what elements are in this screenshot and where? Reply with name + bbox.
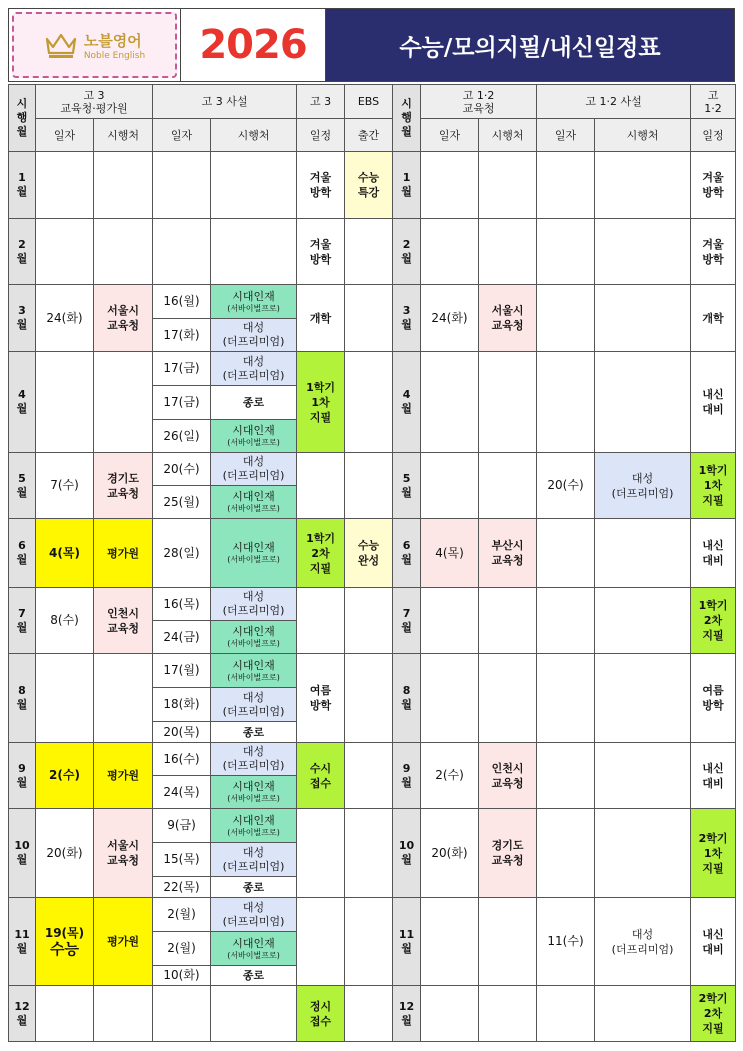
month-cell: 10 월 (393, 809, 421, 898)
g12-org-cell (479, 588, 537, 654)
org-label: 대성 (242, 745, 265, 758)
g12-plan-cell: 내신 대비 (691, 898, 736, 986)
logo-main-text: 노블영어 (83, 31, 142, 50)
g12-private-date-cell (537, 654, 595, 743)
g3-date-cell (36, 219, 94, 285)
g12-private-org-cell (595, 588, 691, 654)
g12-date-cell: 2(수) (421, 743, 479, 809)
org-label: 대성 (242, 590, 265, 603)
private-org-daesung (211, 453, 297, 486)
table-row (9, 986, 736, 1042)
org-label: 시대인재 (232, 424, 275, 437)
g12-date-cell (421, 986, 479, 1042)
g12-private-org-cell (595, 219, 691, 285)
g12-date-cell: 24(화) (421, 285, 479, 352)
month-cell: 7 월 (393, 588, 421, 654)
g12-org-cell: 인천시 교육청 (479, 743, 537, 809)
g12-plan-cell: 내신 대비 (691, 743, 736, 809)
private-org-sidae (211, 809, 297, 843)
private-date-cell: 17(금) (153, 386, 211, 420)
g3-org-cell: 서울시 교육청 (94, 285, 153, 352)
g3-date-cell: 2(수) (36, 743, 94, 809)
g12-private-date-cell (537, 588, 595, 654)
suneung-label: 수능 (50, 939, 79, 958)
private-date-cell: 26(일) (153, 420, 211, 453)
g3-plan-cell: 여름 방학 (297, 654, 345, 743)
g3-org-cell: 경기도 교육청 (94, 453, 153, 519)
g12-org-cell (479, 654, 537, 743)
g3-date-cell: 8(수) (36, 588, 94, 654)
header-plan: 일정 (297, 119, 345, 152)
g12-private-date-cell (537, 986, 595, 1042)
g3-org-cell: 평가원 (94, 898, 153, 986)
org-label: 대성 (242, 690, 265, 704)
private-org-sidae (211, 776, 297, 809)
private-date-cell: 17(화) (153, 319, 211, 352)
year-text: 2026 (199, 22, 307, 68)
org-label: 시대인재 (232, 625, 275, 638)
suneung-date: 19(목) (44, 925, 85, 940)
private-date-cell: 10(화) (153, 966, 211, 986)
logo-sub-text: Noble English (83, 50, 146, 61)
private-date-cell: 16(수) (153, 743, 211, 776)
g12-date-cell (421, 152, 479, 219)
g3-plan-cell (297, 588, 345, 654)
g12-org-cell (479, 352, 537, 453)
private-org-cell (211, 986, 297, 1042)
private-org-daesung (211, 319, 297, 352)
private-date-cell: 28(일) (153, 519, 211, 588)
month-cell: 8 월 (9, 654, 36, 743)
g12-date-cell (421, 453, 479, 519)
g12-private-org-cell (595, 519, 691, 588)
g3-date-cell (36, 152, 94, 219)
g12-private-org-cell (595, 352, 691, 453)
org-sub-label: (더프리미엄) (222, 704, 285, 718)
month-cell: 10 월 (9, 809, 36, 898)
header-pub: 출간 (345, 119, 393, 152)
month-cell: 2 월 (393, 219, 421, 285)
header-plan: 일정 (691, 119, 736, 152)
g12-private-org-cell (595, 654, 691, 743)
g12-private-date-cell (537, 219, 595, 285)
private-org-sidae (211, 621, 297, 654)
header-g3-schedule: 고 3 (297, 85, 345, 119)
private-org-jongro: 종로 (211, 386, 297, 420)
org-sub-label: (더프리미엄) (222, 368, 285, 382)
g12-org-cell (479, 453, 537, 519)
month-cell: 1 월 (9, 152, 36, 219)
g12-org-cell (479, 152, 537, 219)
month-cell: 4 월 (9, 352, 36, 453)
g12-private-org-cell (595, 152, 691, 219)
schedule-table (8, 84, 736, 1042)
g12-date-cell (421, 588, 479, 654)
header-g12-official: 고 1·2 교육청 (421, 85, 537, 119)
g12-private-date-cell: 20(수) (537, 453, 595, 519)
g12-private-org-cell: 대성 (더프리미엄) (595, 453, 691, 519)
org-sub-label: (더프리미엄) (222, 604, 285, 617)
g12-private-org-cell (595, 986, 691, 1042)
g12-date-cell (421, 219, 479, 285)
private-date-cell: 2(월) (153, 932, 211, 966)
table-row (9, 743, 736, 776)
g12-org-cell: 부산시 교육청 (479, 519, 537, 588)
private-org-daesung (211, 898, 297, 932)
g3-plan-cell: 겨울 방학 (297, 219, 345, 285)
logo-box (9, 9, 181, 81)
g12-org-cell (479, 898, 537, 986)
org-sub-label: (서바이벌프로) (227, 639, 280, 648)
org-label: 대성 (242, 900, 265, 914)
g3-org-cell: 평가원 (94, 743, 153, 809)
table-row (9, 453, 736, 486)
logo (12, 12, 177, 78)
g12-private-org-cell (595, 743, 691, 809)
org-sub-label: (서바이벌프로) (227, 504, 280, 513)
private-date-cell: 20(목) (153, 722, 211, 743)
private-date-cell: 2(월) (153, 898, 211, 932)
table-row (9, 588, 736, 621)
g12-plan-cell: 여름 방학 (691, 654, 736, 743)
private-org-sidae (211, 519, 297, 588)
g12-plan-cell: 1학기 1차 지필 (691, 453, 736, 519)
g3-date-cell: 20(화) (36, 809, 94, 898)
g12-private-date-cell (537, 809, 595, 898)
ebs-cell (345, 743, 393, 809)
private-org-sidae (211, 932, 297, 966)
private-date-cell: 24(금) (153, 621, 211, 654)
g12-date-cell (421, 898, 479, 986)
private-date-cell (153, 219, 211, 285)
ebs-cell: 수능 특강 (345, 152, 393, 219)
g12-plan-cell: 2학기 2차 지필 (691, 986, 736, 1042)
title-box (326, 9, 734, 81)
month-cell: 11 월 (393, 898, 421, 986)
g3-date-cell (36, 352, 94, 453)
g3-org-cell: 서울시 교육청 (94, 809, 153, 898)
private-org-sidae (211, 654, 297, 688)
ebs-cell: 수능 완성 (345, 519, 393, 588)
ebs-cell (345, 352, 393, 453)
org-label: 대성 (242, 455, 265, 468)
g12-plan-cell: 2학기 1차 지필 (691, 809, 736, 898)
g12-plan-cell: 내신 대비 (691, 519, 736, 588)
g3-plan-cell: 겨울 방학 (297, 152, 345, 219)
month-cell: 8 월 (393, 654, 421, 743)
header-ebs: EBS (345, 85, 393, 119)
ebs-cell (345, 219, 393, 285)
private-date-cell (153, 152, 211, 219)
org-label: 대성 (242, 845, 265, 859)
table-row (9, 898, 736, 932)
private-date-cell: 17(금) (153, 352, 211, 386)
org-label: 대성 (242, 354, 265, 368)
g3-org-cell (94, 986, 153, 1042)
g3-date-cell (36, 898, 94, 986)
header-date: 일자 (537, 119, 595, 152)
month-cell: 4 월 (393, 352, 421, 453)
month-cell: 9 월 (393, 743, 421, 809)
org-sub-label: (더프리미엄) (222, 469, 285, 482)
g3-date-cell (36, 986, 94, 1042)
org-sub-label: (더프리미엄) (222, 759, 285, 772)
g12-private-org-cell: 대성 (더프리미엄) (595, 898, 691, 986)
table-row (9, 352, 736, 386)
header-date: 일자 (153, 119, 211, 152)
g3-plan-cell: 수시 접수 (297, 743, 345, 809)
org-sub-label: (더프리미엄) (222, 914, 285, 928)
org-label: 시대인재 (232, 658, 275, 672)
private-org-daesung (211, 688, 297, 722)
private-org-daesung (211, 352, 297, 386)
page-title: 수능/모의지필/내신일정표 (399, 34, 661, 61)
header-g12-schedule: 고 1·2 (691, 85, 736, 119)
header-org: 시행처 (211, 119, 297, 152)
private-date-cell: 25(월) (153, 486, 211, 519)
org-label: 시대인재 (232, 490, 275, 503)
private-date-cell: 22(목) (153, 877, 211, 898)
private-date-cell (153, 986, 211, 1042)
month-cell: 7 월 (9, 588, 36, 654)
private-date-cell: 17(월) (153, 654, 211, 688)
table-row (9, 809, 736, 843)
crown-icon (44, 30, 78, 60)
g3-org-cell (94, 152, 153, 219)
g3-date-cell: 24(화) (36, 285, 94, 352)
org-sub-label: (서바이벌프로) (227, 438, 280, 447)
org-label: 시대인재 (232, 813, 275, 827)
g3-plan-cell (297, 453, 345, 519)
private-org-jongro: 종로 (211, 966, 297, 986)
private-date-cell: 15(목) (153, 843, 211, 877)
month-cell: 6 월 (393, 519, 421, 588)
ebs-cell (345, 285, 393, 352)
g12-date-cell (421, 352, 479, 453)
table-row (9, 152, 736, 219)
org-label: 시대인재 (232, 780, 275, 793)
year-box (181, 9, 326, 81)
month-cell: 9 월 (9, 743, 36, 809)
org-label: 시대인재 (232, 936, 275, 950)
month-cell: 1 월 (393, 152, 421, 219)
table-row (9, 285, 736, 319)
header-org: 시행처 (479, 119, 537, 152)
table-row (9, 654, 736, 688)
header-date: 일자 (36, 119, 94, 152)
g12-date-cell: 20(화) (421, 809, 479, 898)
g12-plan-cell: 겨울 방학 (691, 219, 736, 285)
page-header (8, 8, 735, 82)
g3-org-cell (94, 352, 153, 453)
g3-date-cell: 7(수) (36, 453, 94, 519)
ebs-cell (345, 809, 393, 898)
g3-plan-cell: 개학 (297, 285, 345, 352)
g3-plan-cell: 정시 접수 (297, 986, 345, 1042)
ebs-cell (345, 986, 393, 1042)
month-cell: 6 월 (9, 519, 36, 588)
g3-org-cell (94, 654, 153, 743)
org-label: 대성 (242, 321, 265, 334)
g12-org-cell: 경기도 교육청 (479, 809, 537, 898)
ebs-cell (345, 654, 393, 743)
g12-private-date-cell (537, 352, 595, 453)
org-sub-label: (서바이벌프로) (227, 303, 280, 313)
g12-plan-cell: 개학 (691, 285, 736, 352)
table-row (9, 519, 736, 588)
g12-private-date-cell: 11(수) (537, 898, 595, 986)
g3-plan-cell (297, 898, 345, 986)
private-date-cell: 20(수) (153, 453, 211, 486)
g12-private-org-cell (595, 285, 691, 352)
private-org-daesung (211, 743, 297, 776)
month-cell: 2 월 (9, 219, 36, 285)
org-sub-label: (서바이벌프로) (227, 827, 280, 837)
header-g3-official: 고 3 교육청·평가원 (36, 85, 153, 119)
g12-org-cell: 서울시 교육청 (479, 285, 537, 352)
private-org-jongro: 종로 (211, 877, 297, 898)
month-cell: 3 월 (9, 285, 36, 352)
month-cell: 3 월 (393, 285, 421, 352)
g3-plan-cell (297, 809, 345, 898)
org-sub-label: (서바이벌프로) (227, 672, 280, 682)
ebs-cell (345, 588, 393, 654)
g12-private-org-cell (595, 809, 691, 898)
header-org: 시행처 (595, 119, 691, 152)
month-cell: 12 월 (9, 986, 36, 1042)
month-cell: 12 월 (393, 986, 421, 1042)
header-date: 일자 (421, 119, 479, 152)
g12-org-cell (479, 986, 537, 1042)
header-month: 시 행 월 (9, 85, 36, 152)
private-date-cell: 16(월) (153, 285, 211, 319)
g3-org-cell: 평가원 (94, 519, 153, 588)
g12-org-cell (479, 219, 537, 285)
g3-plan-cell: 1학기 2차 지필 (297, 519, 345, 588)
g12-private-date-cell (537, 152, 595, 219)
header-g12-private: 고 1·2 사설 (537, 85, 691, 119)
private-org-cell (211, 219, 297, 285)
logo-text (84, 30, 145, 61)
ebs-cell (345, 453, 393, 519)
private-org-daesung (211, 588, 297, 621)
org-sub-label: (서바이벌프로) (227, 794, 280, 803)
private-date-cell: 16(목) (153, 588, 211, 621)
g12-private-date-cell (537, 285, 595, 352)
g12-private-date-cell (537, 519, 595, 588)
g3-plan-cell: 1학기 1차 지필 (297, 352, 345, 453)
private-org-cell (211, 152, 297, 219)
month-cell: 11 월 (9, 898, 36, 986)
private-date-cell: 18(화) (153, 688, 211, 722)
month-cell: 5 월 (393, 453, 421, 519)
private-org-sidae (211, 486, 297, 519)
g3-org-cell (94, 219, 153, 285)
private-org-sidae (211, 285, 297, 319)
header-g3-private: 고 3 사설 (153, 85, 297, 119)
g3-org-cell: 인천시 교육청 (94, 588, 153, 654)
private-org-jongro: 종로 (211, 722, 297, 743)
private-org-sidae (211, 420, 297, 453)
g12-date-cell: 4(목) (421, 519, 479, 588)
org-sub-label: (서바이벌프로) (227, 950, 280, 960)
ebs-cell (345, 898, 393, 986)
org-sub-label: (더프리미엄) (222, 335, 285, 348)
g3-date-cell: 4(목) (36, 519, 94, 588)
org-label: 시대인재 (232, 541, 275, 554)
header-month-2: 시 행 월 (393, 85, 421, 152)
g12-date-cell (421, 654, 479, 743)
table-row (9, 219, 736, 285)
g12-plan-cell: 1학기 2차 지필 (691, 588, 736, 654)
private-date-cell: 24(목) (153, 776, 211, 809)
org-sub-label: (더프리미엄) (222, 859, 285, 873)
g12-plan-cell: 내신 대비 (691, 352, 736, 453)
g12-private-date-cell (537, 743, 595, 809)
g3-date-cell (36, 654, 94, 743)
org-sub-label: (서바이벌프로) (227, 555, 280, 564)
month-cell: 5 월 (9, 453, 36, 519)
private-org-daesung (211, 843, 297, 877)
private-date-cell: 9(금) (153, 809, 211, 843)
org-label: 시대인재 (232, 289, 275, 303)
header-org: 시행처 (94, 119, 153, 152)
g12-plan-cell: 겨울 방학 (691, 152, 736, 219)
